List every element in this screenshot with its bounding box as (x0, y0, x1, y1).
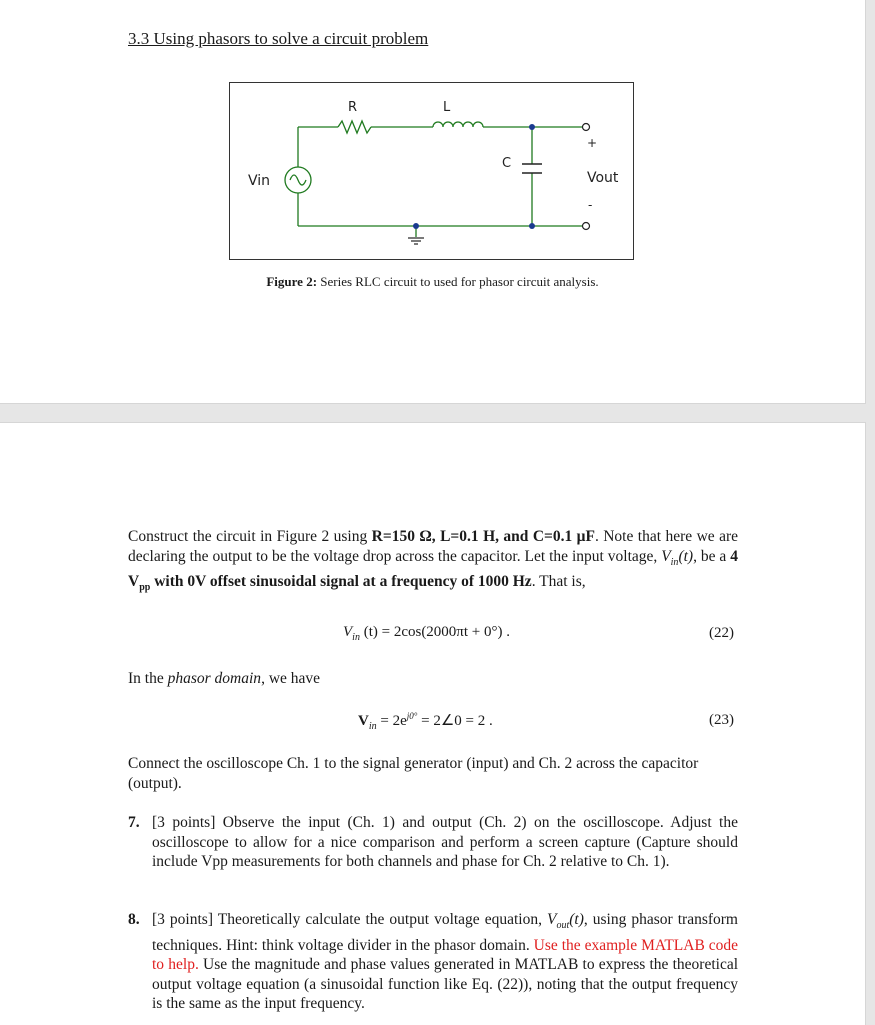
equation-22-number: (22) (709, 625, 734, 641)
list-item-7 (128, 813, 738, 893)
label-minus: - (588, 198, 593, 212)
item-7-number: 7. (128, 814, 140, 831)
eq23-part-1: = 2e (376, 713, 407, 729)
eq23-part-2: = 2∠0 = 2 . (417, 713, 493, 729)
component-values: R=150 Ω, L=0.1 H, and C=0.1 μF (371, 528, 595, 545)
vout-arg: (t) (569, 911, 584, 928)
label-l: L (443, 100, 451, 115)
signal-description: with 0V offset sinusoidal signal at a frequency of 1000 Hz (150, 573, 532, 591)
page-2 (0, 422, 866, 1025)
phasor-prefix: In the (128, 670, 168, 687)
label-c: C (502, 156, 512, 171)
eq22-lhs-sub: in (352, 632, 360, 643)
figure-caption (0, 274, 865, 290)
terminal-vout-plus (583, 124, 590, 131)
circuit-figure (229, 82, 634, 260)
eq23-exponent: j0° (406, 711, 418, 721)
intro-paragraph (128, 527, 738, 598)
equation-23 (358, 711, 493, 732)
circuit-diagram (230, 83, 633, 259)
item-7-text: [3 points] Observe the input (Ch. 1) and output (Ch. 2) on the oscilloscope. Adjust the oscilloscope to allow for a nice comparison and perform a screen capture (Capture should include Vpp measurements for both channels and phase for Ch. 2 relative to Ch. 1). (152, 814, 738, 870)
connect-paragraph: Connect the oscilloscope Ch. 1 to the signal generator (input) and Ch. 2 across the capacitor (output). (128, 755, 699, 792)
section-title: 3.3 Using phasors to solve a circuit problem (128, 29, 429, 48)
label-r: R (348, 100, 358, 115)
intro-text-2: . Note that here we are declaring the output to be the voltage drop across the capacitor. Let the input voltage, (128, 528, 738, 565)
node-top (529, 124, 535, 130)
page-1 (0, 0, 866, 404)
vin-subscript: in (670, 556, 679, 568)
inductor-l (433, 122, 483, 127)
eq22-lhs: V (343, 624, 353, 640)
equation-23-number: (23) (709, 712, 734, 728)
caption-label: Figure 2: (266, 274, 318, 289)
terminal-vout-minus (583, 223, 590, 230)
item-8-number: 8. (128, 911, 140, 928)
item-8-text-c: Use the magnitude and phase values generated in MATLAB to express the theoretical output voltage equation (a sinusoidal function like Eq. (22)), noting that the output frequency is the same as the input frequency. (152, 956, 739, 1013)
ac-source-wave (290, 175, 306, 185)
list-item-8 (128, 910, 739, 1013)
phasor-suffix: , we have (261, 670, 321, 687)
signal-amplitude: 4 V (128, 547, 738, 591)
label-vout: Vout (587, 170, 619, 186)
intro-text-4: . That is, (531, 573, 586, 591)
label-vin: Vin (248, 173, 271, 189)
resistor-r (338, 121, 371, 133)
intro-text-3: , be a (693, 547, 731, 565)
eq23-lhs-sub: in (368, 721, 377, 732)
vin-symbol: V (661, 547, 671, 565)
phasor-term: phasor domain (167, 670, 262, 687)
intro-text-1: Construct the circuit in Figure 2 using (128, 528, 372, 545)
node-bottom-right (529, 223, 535, 229)
vout-symbol: V (546, 911, 557, 928)
eq23-lhs: V (358, 713, 369, 729)
label-plus: + (587, 136, 598, 150)
vout-subscript: out (556, 920, 570, 932)
caption-text: Series RLC circuit to used for phasor circuit analysis. (317, 274, 599, 289)
matlab-hint-link: Use the example MATLAB code to help. (152, 936, 739, 974)
eq22-body: (t) = 2cos(2000πt + 0°) . (359, 624, 511, 640)
item-8-text-a: [3 points] Theoretically calculate the output voltage equation, (152, 911, 547, 928)
signal-subscript: pp (139, 582, 151, 594)
item-8-text-b: , using phasor transform techniques. Hint: think voltage divider in the phasor domain. (152, 911, 738, 954)
node-ground (413, 223, 419, 229)
vin-arg: (t) (678, 547, 694, 565)
equation-22 (343, 624, 510, 643)
item-8-text (152, 910, 738, 1014)
phasor-domain-line (128, 669, 320, 689)
